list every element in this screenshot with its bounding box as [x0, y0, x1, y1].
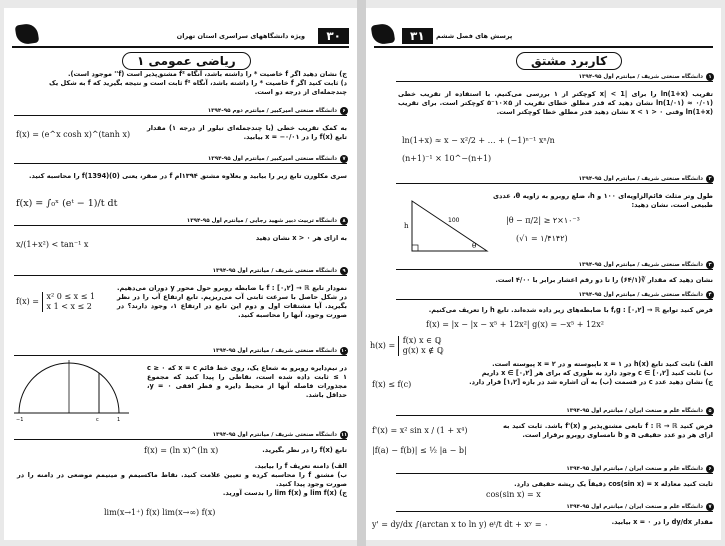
question-source: دانشگاه صنعتی شریف / میانترم اول ۹۵-۱۳۹۴	[578, 176, 703, 182]
question-text: طول وتر مثلث قائم‌الزاویه‌ای ۱۰۰ و h، ضلع روبرو به زاویه θ، عددی طبیعی است. نشان دهید:	[493, 192, 713, 209]
question-text: ثابت کنید معادله cos(sin x) = x دقیقاً یک ریشه حقیقی دارد.	[514, 480, 713, 488]
publisher-logo-icon	[371, 23, 396, 46]
piecewise-formula	[16, 292, 95, 312]
question-text: در نیم‌دایره روبرو به شعاع یک، روی خط قائم x = c که ۰ ≤ c ≤ ۱ ثابت داده شده است، نقاطی را پیدا کنید که مجموع مجذورات فاصله آنها از محیط دایره و قطر افقی y = ۰، حداقل باشد.	[147, 364, 347, 399]
question-formula-secondary: (√۱ = ۱/۴۱۴۲)	[516, 234, 568, 243]
header-rule	[374, 46, 713, 48]
question-source: دانشگاه صنعتی امیرکبیر / میانترم اول ۹۵-۱۳۹۴	[207, 156, 337, 162]
chapter-title: ریاضی عمومی ۱	[122, 52, 251, 70]
angle-label: θ	[472, 242, 477, 250]
question-header	[396, 292, 713, 300]
question-number: ۸	[340, 217, 348, 225]
question-text: نشان دهید که مقدار ∛(۶۴/۱) را تا دو رقم اعشار برابر با ۴/۰۰ است.	[495, 276, 713, 284]
chapter-title: کاربرد مشتق	[516, 52, 622, 70]
question-part: ب) ثابت کنید c ∈ [۰,۲] وجود دارد به طوری که برای هر x ∈ [۰,۲] داریم	[481, 369, 713, 377]
question-formula-secondary: (n+1)⁻¹ × 10^−(n+1)	[402, 154, 492, 163]
side-label: 100	[448, 217, 460, 224]
question-source: دانشگاه علم و صنعت ایران / میانترم اول ۹۵-۱۳۹۴	[566, 466, 703, 472]
question-part: ج) نشان دهید عدد c در قسمت (ب) به آن اشاره شد در بازه [۱,۲] قرار دارد.	[469, 378, 713, 386]
question-header	[14, 156, 347, 164]
question-number: ۱۰	[340, 348, 348, 354]
question-number: ۵	[706, 407, 714, 415]
question-number: ۲	[706, 175, 714, 183]
question-header	[396, 408, 713, 416]
question-header	[14, 348, 347, 356]
question-formula: f'(x) = x² sin x / (1 + x⁴)	[372, 426, 468, 435]
question-number: ۷	[706, 503, 714, 511]
piecewise-formula	[370, 336, 444, 356]
question-source: دانشگاه علم و صنعت ایران / میانترم اول ۹۵-۱۳۹۴	[566, 408, 703, 414]
question-number: ۷	[340, 155, 348, 163]
intro-line: ج) نشان دهید اگر f خاصیت * را داشته باشد، آنگاه f² مشتق‌پذیر است (f'' موجود است).	[67, 70, 347, 78]
running-head: ویژه دانشگاههای سراسری استان تهران	[176, 32, 305, 40]
intro-text	[17, 70, 347, 97]
book-spine	[357, 0, 366, 546]
intro-line: چندجمله‌ای از درجه دو است.	[254, 88, 347, 96]
question-header	[396, 176, 713, 184]
question-formula: x/(1+x²) < tan⁻¹ x	[16, 240, 89, 249]
question-text: نمودار تابع f : [۰,۲] → ℝ با ضابطه روبرو حول محور y دوران می‌دهیم. در شکل حاصل با سرعت ثابتی آب می‌ریزیم. تابع ارتفاع آب را در نظر بگیرید. آیا مشتقات اول و دوم این تابع در ارتفاع ۱، وجود دارند؟ در صورت وجود، آنها را محاسبه کنید.	[117, 284, 348, 319]
page-number: ۳۱	[402, 28, 433, 44]
question-number: ۴	[706, 291, 714, 299]
tick-label: c	[96, 417, 99, 423]
tick-label: 1	[117, 417, 121, 423]
question-number: ۳	[706, 261, 714, 269]
formula-lhs: f(x) =	[16, 297, 39, 306]
question-formula: f(x) = ∫₀ˣ (eᵗ − 1)/t dt	[16, 198, 118, 209]
semicircle-figure	[14, 358, 134, 423]
question-number: ۶	[706, 465, 714, 473]
limit-formula: lim(x→1⁺) f(x) lim(x→∞) f(x)	[104, 508, 216, 517]
publisher-logo-icon	[15, 23, 40, 46]
question-header	[14, 218, 347, 226]
question-source: دانشگاه صنعتی امیرکبیر / میانترم دوم ۹۵-۱۳۹۴	[207, 108, 337, 114]
question-formula: f(x) = (e^x cosh x)^(tanh x)	[16, 130, 131, 139]
question-number: ۶	[340, 107, 348, 115]
question-source: دانشگاه تربیت دبیر شهید رجایی / میانترم اول ۹۵-۱۳۹۴	[186, 218, 337, 224]
question-source: دانشگاه صنعتی شریف / میانترم اول ۹۵-۱۳۹۴	[578, 74, 703, 80]
question-formula-secondary: f(x) ≤ f(c)	[372, 380, 412, 389]
left-page	[4, 8, 357, 540]
intro-line: د) ثابت کنید اگر f خاصیت * را داشته باشد، آنگاه f² ثابت است و نتیجه بگیرید که f به شکل یک	[48, 79, 347, 87]
formula-cases	[398, 336, 444, 356]
question-header	[14, 432, 347, 440]
question-source: دانشگاه صنعتی شریف / میانترم اول ۹۵-۱۳۹۴	[212, 268, 337, 274]
question-text: به ازای هر x > ۰ نشان دهید	[255, 234, 347, 242]
question-text: به کمک تقریب خطی (یا چندجمله‌ای تیلور از درجه ۱) مقدار تابع f(x) را در x = −۰/۰۱ بیابید.	[147, 124, 347, 141]
question-text: تقریب ln(1+x) را برای |x| < 1 کوچکتر از ۱ بررسی می‌کنیم. با استفاده از تقریب خطی (ln(1/۰۱) ≈ ۰/۰۱ نشان دهید که قدر مطلق خطای تقریب از ۵×۱۰⁻۵ کوچکتر است. برای تقریب ln(1+x) وقتی ۰ < x < ۱ نشان دهید قدر مطلق خطا کوچکتر است.	[398, 90, 714, 116]
question-text: تابع f(x) را در نظر بگیرید.	[262, 446, 347, 454]
triangle-figure	[402, 196, 492, 256]
question-text: فرض کنید توابع f,g : [۰,۲] → ℝ با ضابطه‌های زیر داده شده‌اند. تابع h را تعریف می‌کنیم.	[428, 306, 713, 314]
question-part: ج) lim f(x) و lim f(x) را بدست آورید.	[222, 489, 347, 497]
question-number: ۱	[706, 73, 714, 81]
question-part: الف) ثابت کنید تابع h(x) در x = ۱ ناپیوسته و در x = ۲ پیوسته است.	[492, 360, 713, 368]
question-source: دانشگاه صنعتی شریف / میانترم اول ۹۵-۱۳۹۴	[212, 348, 337, 354]
formula-cases	[42, 292, 96, 312]
question-text: سری مکلورن تابع زیر را بیابید و بعلاوه مشتق ۱۳۹۴ام f در صفر، یعنی f(1394)(0) را محاسبه کنید.	[28, 172, 347, 180]
question-source: دانشگاه صنعتی شریف / میانترم اول ۹۵-۱۳۹۴	[212, 432, 337, 438]
question-source: دانشگاه صنعتی شریف / میانترم اول ۹۵-۱۳۹۴	[578, 292, 703, 298]
question-number: ۱۱	[340, 432, 348, 438]
question-formula: cos(sin x) = x	[486, 490, 541, 499]
question-formula-secondary: |f(a) − f(b)| ≤ ½ |a − b|	[372, 446, 467, 455]
question-text: مقدار dy/dx را در x = ۰ بیابید.	[611, 518, 713, 526]
question-number: ۹	[340, 267, 348, 275]
question-text: فرض کنید f : ℝ → ℝ تابعی مشتق‌پذیر و f'(x) باشد. ثابت کنید به ازای هر دو عدد حقیقی a و b نامساوی روبرو برقرار است.	[503, 422, 713, 439]
question-parts	[458, 360, 713, 387]
formula-case: x 1 < x ≤ 2	[46, 302, 92, 311]
question-header	[396, 74, 713, 82]
formula-case: f(x) x ∈ ℚ	[402, 336, 442, 345]
question-formula: f(x) = (ln x)^(ln x)	[144, 446, 219, 455]
question-part: ب) مشتق f را محاسبه کرده و تعیین علامت کنید. نقاط ماکسیمم و مینیمم موضعی در دامنه را در صورت وجود پیدا کنید.	[17, 471, 347, 488]
right-page	[366, 8, 721, 540]
question-parts	[17, 462, 347, 498]
right-angle-mark	[412, 245, 418, 251]
question-formula: f(x) = |x − |x − x⁵ + 12x²| g(x) = −x⁵ + 12x²	[426, 320, 604, 329]
question-source: دانشگاه علم و صنعت ایران / میانترم اول ۹۵-۱۳۹۴	[566, 504, 703, 510]
question-header	[14, 108, 347, 116]
formula-lhs: h(x) =	[370, 341, 396, 350]
tick-label: −1	[16, 417, 24, 423]
header-rule	[12, 46, 349, 48]
question-formula: ln(1+x) ≈ x − x²/2 + … + (−1)ⁿ⁻¹ xⁿ/n	[402, 136, 555, 145]
question-header	[396, 504, 713, 512]
question-part: الف) دامنه تعریف f را بیابید.	[254, 462, 347, 470]
running-head: پرسش های فصل ششم	[436, 32, 513, 40]
question-formula: |θ − π/2| ≥ ۲×۱۰⁻³	[506, 216, 580, 225]
formula-case: g(x) x ∉ ℚ	[402, 346, 444, 355]
question-header	[396, 466, 713, 474]
question-header	[396, 262, 713, 270]
formula-case: x² 0 ≤ x ≤ 1	[46, 292, 96, 301]
page-number: ۳۰	[318, 28, 349, 44]
side-label: h	[404, 222, 409, 230]
question-source: دانشگاه صنعتی شریف / میانترم اول ۹۵-۱۳۹۴	[578, 262, 703, 268]
question-header	[14, 268, 347, 276]
question-formula: y' = dy/dx ∫(arctan x to ln y) eᵗ/t dt + xʸ = ۰	[372, 520, 549, 529]
